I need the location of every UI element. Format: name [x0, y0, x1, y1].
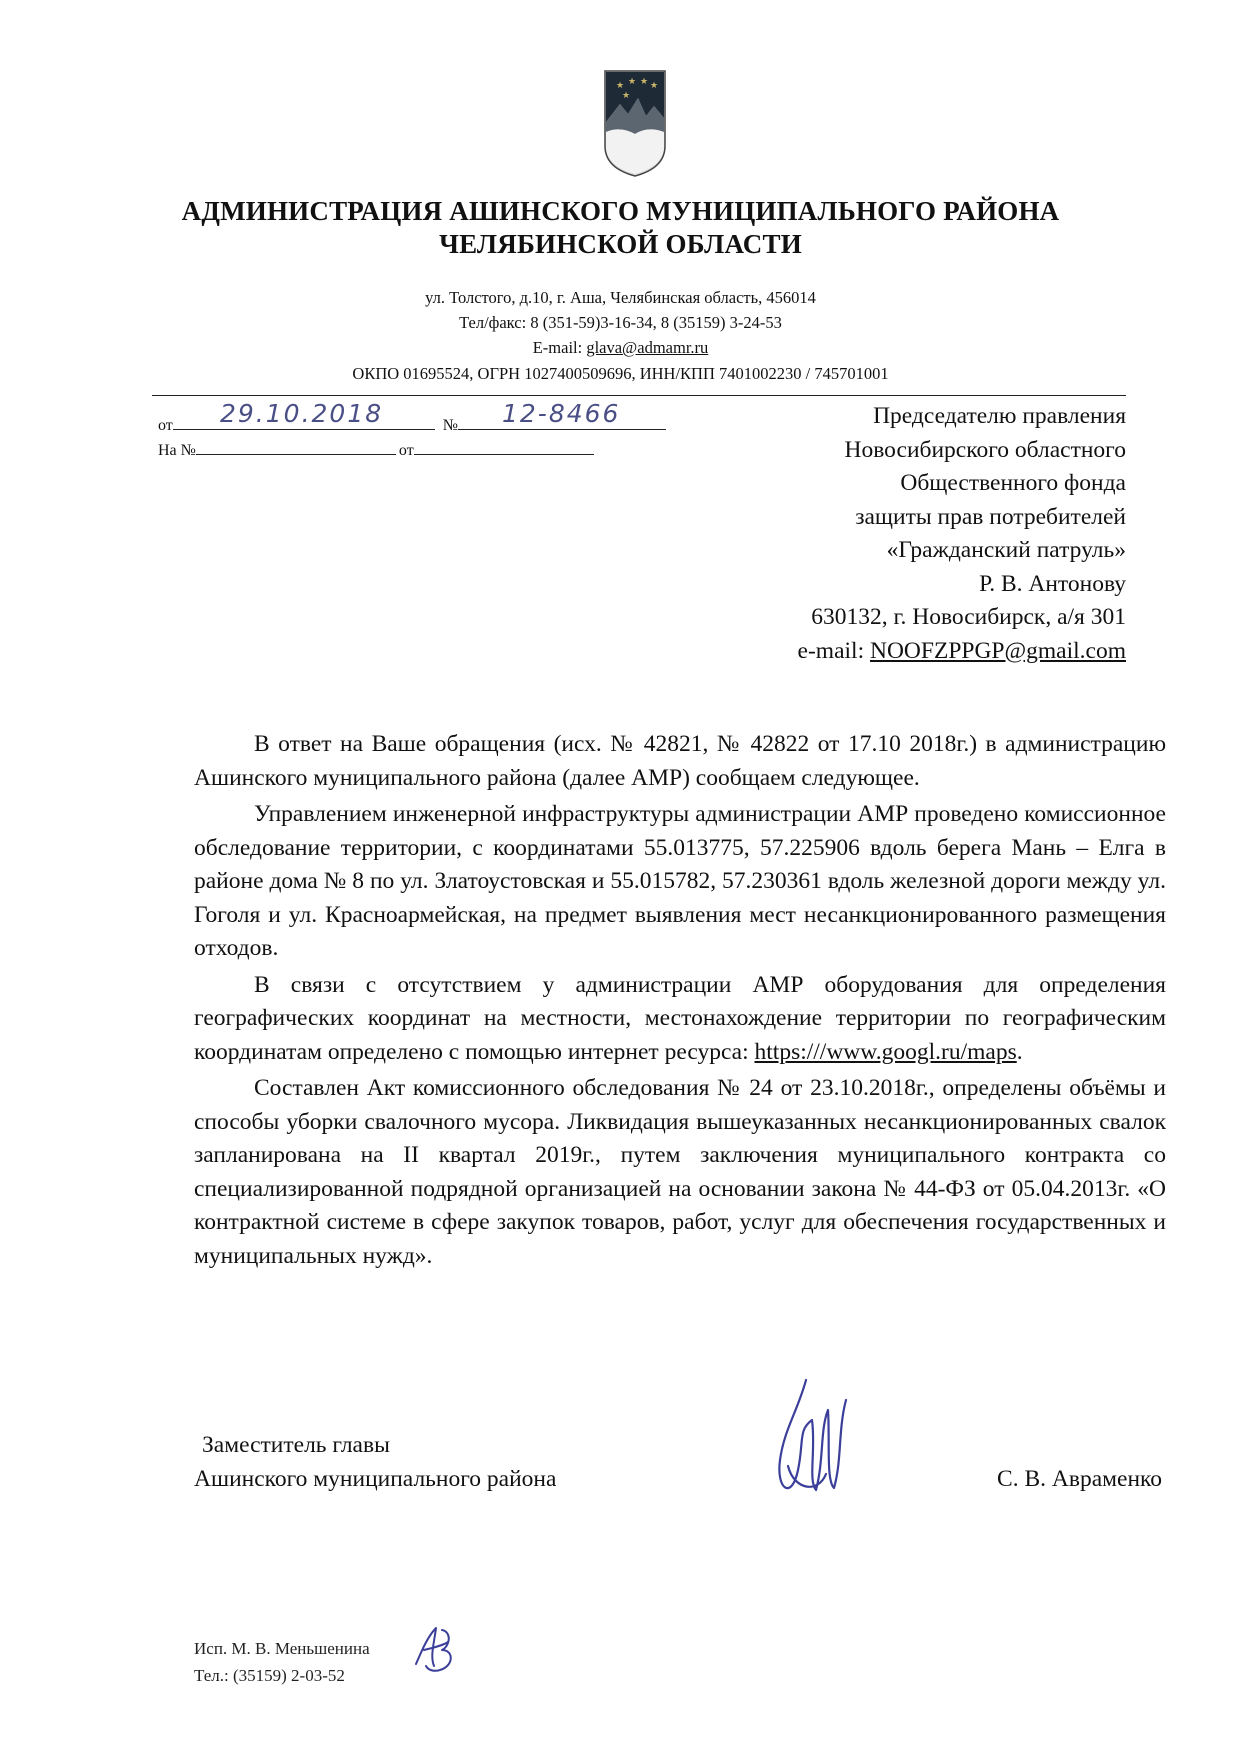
ref-number-field [196, 437, 396, 455]
addressee-line: Председателю правления [873, 403, 1126, 429]
org-email-label: E-mail: [532, 338, 587, 357]
addressee-email-label: e-mail: [797, 637, 870, 664]
ref-date-label: от [398, 442, 414, 459]
body-paragraph-3-end: . [1016, 1038, 1023, 1065]
handwritten-date: 29.10.2018 [220, 399, 384, 428]
header-divider [152, 395, 1126, 396]
addressee-line: Р. В. Антонову [979, 570, 1126, 597]
addressee-line: защиты прав потребителей [855, 503, 1126, 530]
org-title [0, 195, 1241, 261]
signatory-position-line2: Ашинского муниципального района [194, 1466, 557, 1492]
addressee-email-link[interactable]: NOOFZPPGP@gmail.com [869, 637, 1126, 664]
svg-text:★: ★ [640, 77, 649, 87]
signatory-position-line1: Заместитель главы [202, 1432, 390, 1458]
body-paragraph-3 [194, 969, 1166, 1070]
ref-number-label: На № [158, 442, 196, 459]
svg-text:★: ★ [628, 77, 637, 87]
letter-body [194, 728, 1166, 1273]
handwritten-signature-icon [758, 1370, 868, 1540]
body-paragraph-3-text: В связи с отсутствием у администрации АМР оборудования для определения географических координат на местности, местонахождение территории по географическим координатам определено с помощью интернет ресурса: [194, 971, 1166, 1065]
addressee-block [798, 400, 1126, 668]
addressee-line: 630132, г. Новосибирск, а/я 301 [811, 604, 1126, 630]
ref-date-field [414, 437, 594, 455]
initials-mark-icon [408, 1620, 462, 1678]
body-paragraph-2: Управлением инженерной инфраструктуры администрации АМР проведено комиссионное обследование территории, с координатами 55.013775, 57.225906 вдоль берега Мань – Елга в районе дома № 8 по ул. Златоустовская и 55.015782, 57.230361 вдоль железной дороги между ул. Гоголя и ул. Красноармейская, на предмет выявления мест несанкционированного размещения отходов. [194, 801, 1166, 961]
org-title-line1: АДМИНИСТРАЦИЯ АШИНСКОГО МУНИЦИПАЛЬНОГО РАЙОНА [181, 196, 1060, 226]
incoming-reference [158, 437, 594, 461]
org-address: ул. Толстого, д.10, г. Аша, Челябинская область, 456014 [425, 288, 816, 307]
handwritten-number: 12-8466 [502, 399, 621, 428]
org-email-link[interactable]: glava@admamr.ru [586, 338, 709, 357]
body-paragraph-1: В ответ на Ваше обращения (исх. № 42821, № 42822 от 17.10 2018г.) в администрацию Ашинского муниципального района (далее АМР) сообщаем следующее. [194, 731, 1166, 791]
addressee-line: Общественного фонда [900, 470, 1126, 496]
svg-text:★: ★ [622, 91, 631, 101]
svg-text:★: ★ [650, 81, 659, 91]
svg-text:★: ★ [616, 81, 625, 91]
executor: Исп. М. В. Меньшенина [194, 1639, 370, 1658]
maps-link[interactable]: https:///www.googl.ru/maps [754, 1038, 1017, 1065]
org-phone: Тел/факс: 8 (351-59)3-16-34, 8 (35159) 3-24-53 [459, 313, 782, 332]
addressee-email-line [798, 635, 1126, 669]
coat-of-arms-icon [602, 68, 668, 178]
addressee-line: Новосибирского областного [844, 436, 1126, 463]
number-label: № [442, 417, 459, 434]
org-title-line2: ЧЕЛЯБИНСКОЙ ОБЛАСТИ [439, 229, 802, 259]
org-email-line [0, 337, 1241, 359]
addressee-line: «Гражданский патруль» [886, 537, 1126, 563]
date-label: от [158, 417, 173, 434]
executor-phone: Тел.: (35159) 2-03-52 [194, 1666, 345, 1685]
body-paragraph-4: Составлен Акт комиссионного обследования № 24 от 23.10.2018г., определены объёмы и способы уборки свалочного мусора. Ликвидация вышеуказанных несанкционированных свалок запланирована на II квартал 2019г., путем заключения муниципального контракта со специализированной подрядной организацией на основании закона № 44-ФЗ от 05.04.2013г. «О контрактной системе в сфере закупок товаров, работ, услуг для обеспечения государственных и муниципальных нужд». [194, 1075, 1166, 1269]
signatory-name: С. В. Авраменко [997, 1466, 1162, 1492]
org-registry: ОКПО 01695524, ОГРН 1027400509696, ИНН/КПП 7401002230 / 745701001 [352, 364, 889, 383]
